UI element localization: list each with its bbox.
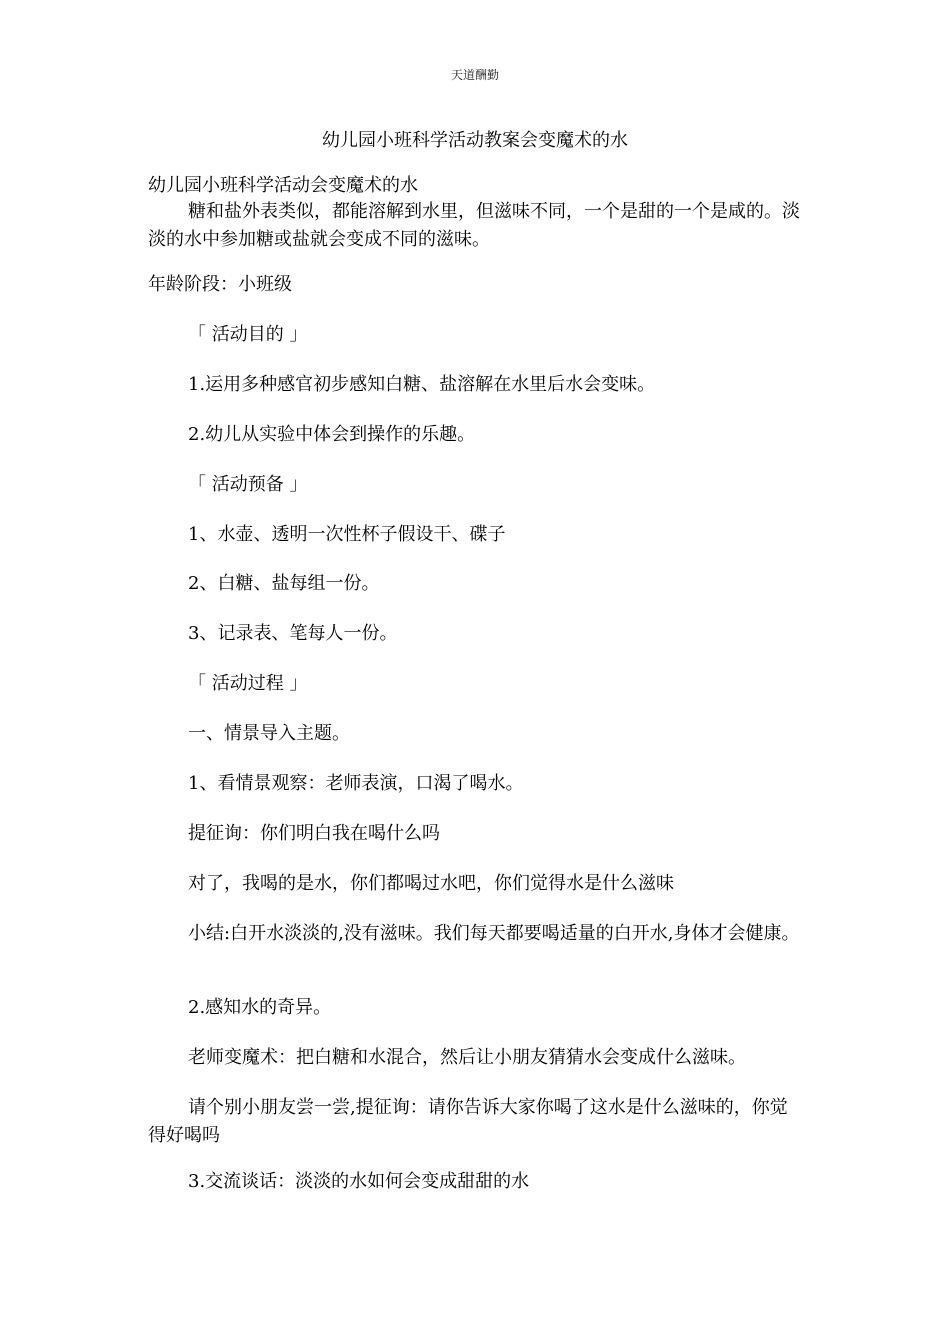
prep-item-2: 2、白糖、盐每组一份。 <box>188 573 380 594</box>
taste-paragraph: 请个别小朋友尝一尝,提征询：请你告诉大家你喝了这水是什么滋味的，你觉得好喝吗 <box>148 1097 788 1146</box>
process-step-2: 2.感知水的奇异。 <box>188 997 332 1018</box>
summary-paragraph: 小结:白开水淡淡的,没有滋味。我们每天都要喝适量的白开水,身体才会健康。 <box>188 923 800 944</box>
goal-heading: 「 活动目的 」 <box>188 324 308 345</box>
prep-item-1: 1、水壶、透明一次性杯子假设干、碟子 <box>188 524 506 545</box>
document-subtitle: 幼儿园小班科学活动会变魔术的水 <box>148 175 418 196</box>
goal-item-1: 1.运用多种感官初步感知白糖、盐溶解在水里后水会变味。 <box>188 374 656 395</box>
process-step-3: 3.交流谈话：淡淡的水如何会变成甜甜的水 <box>188 1171 530 1192</box>
document-title: 幼儿园小班科学活动教案会变魔术的水 <box>322 130 628 151</box>
question-2: 对了，我喝的是水，你们都喝过水吧，你们觉得水是什么滋味 <box>188 873 674 894</box>
process-step-1: 1、看情景观察：老师表演，口渴了喝水。 <box>188 773 524 794</box>
age-level: 年龄阶段：小班级 <box>148 274 292 295</box>
process-step-intro: 一、情景导入主题。 <box>188 723 350 744</box>
goal-item-2: 2.幼儿从实验中体会到操作的乐趣。 <box>188 424 476 445</box>
prep-item-3: 3、记录表、笔每人一份。 <box>188 623 398 644</box>
intro-paragraph: 糖和盐外表类似，都能溶解到水里，但滋味不同，一个是甜的一个是咸的。淡淡的水中参加糖或盐就会变成不同的滋味。 <box>148 201 800 250</box>
question-1: 提征询：你们明白我在喝什么吗 <box>188 823 440 844</box>
prep-heading: 「 活动预备 」 <box>188 474 308 495</box>
process-heading: 「 活动过程 」 <box>188 673 308 694</box>
magic-paragraph: 老师变魔术：把白糖和水混合，然后让小朋友猜猜水会变成什么滋味。 <box>188 1047 746 1068</box>
page-header: 天道酬勤 <box>450 68 499 82</box>
